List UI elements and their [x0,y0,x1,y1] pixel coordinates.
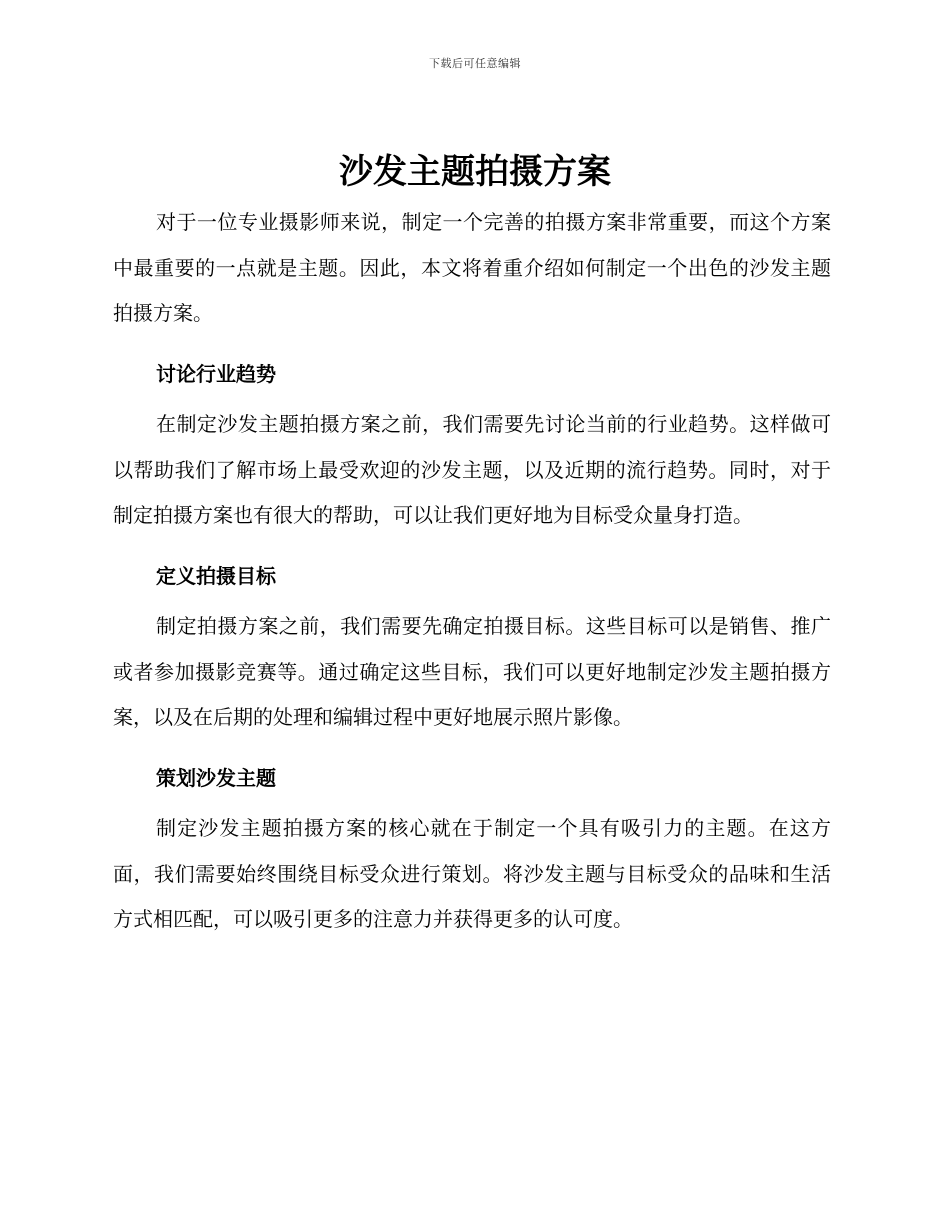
section-paragraph: 制定沙发主题拍摄方案的核心就在于制定一个具有吸引力的主题。在这方面，我们需要始终围绕目标受众进行策划。将沙发主题与目标受众的品味和生活方式相匹配，可以吸引更多的注意力并获得更多的认可度。 [113,816,831,931]
section-heading: 策划沙发主题 [156,765,276,790]
section-shooting-goals [113,549,831,741]
intro-paragraph: 对于一位专业摄影师来说，制定一个完善的拍摄方案非常重要，而这个方案中最重要的一点就是主题。因此，本文将着重介绍如何制定一个出色的沙发主题拍摄方案。 [113,210,831,325]
document-title: 沙发主题拍摄方案 [339,152,611,192]
section-heading: 讨论行业趋势 [156,361,276,386]
document-body [113,200,831,943]
section-heading: 定义拍摄目标 [156,563,276,588]
section-sofa-theme-planning [113,751,831,943]
section-industry-trends [113,347,831,539]
section-paragraph: 在制定沙发主题拍摄方案之前，我们需要先讨论当前的行业趋势。这样做可以帮助我们了解市场上最受欢迎的沙发主题，以及近期的流行趋势。同时，对于制定拍摄方案也有很大的帮助，可以让我们更好地为目标受众量身打造。 [113,412,831,527]
section-paragraph: 制定拍摄方案之前，我们需要先确定拍摄目标。这些目标可以是销售、推广或者参加摄影竞赛等。通过确定这些目标，我们可以更好地制定沙发主题拍摄方案，以及在后期的处理和编辑过程中更好地展示照片影像。 [113,614,831,729]
header-note: 下载后可任意编辑 [429,57,521,70]
